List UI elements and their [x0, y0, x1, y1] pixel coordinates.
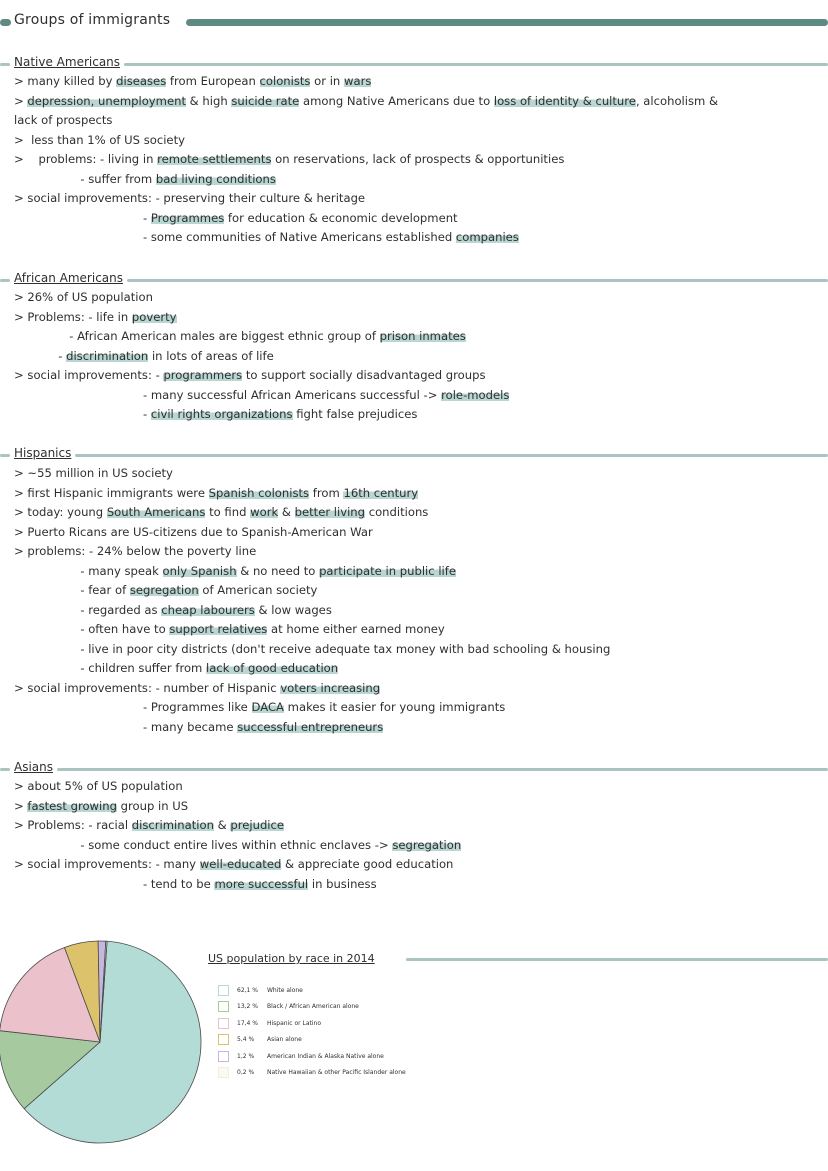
highlighted-text: discrimination — [66, 348, 149, 363]
section-heading: Asians — [14, 760, 54, 774]
note-text: in lots of areas of life — [148, 348, 274, 363]
chart-title-rule — [406, 958, 828, 961]
highlighted-text: civil rights organizations — [150, 407, 293, 421]
note-line — [14, 659, 338, 678]
legend-value: 5,4 % — [237, 1036, 255, 1043]
highlighted-text: loss of identity & culture — [493, 93, 636, 108]
note-text: - suffer from — [14, 171, 156, 186]
note-text: > first Hispanic immigrants were — [14, 485, 209, 500]
highlighted-text: remote settlements — [157, 152, 272, 166]
note-line — [14, 542, 256, 561]
note-text: > today: young — [14, 505, 107, 519]
note-text: - live in poor city districts (don't receive adequate tax money with bad schooling & housing — [14, 641, 611, 656]
legend-label: Hispanic or Latino — [267, 1019, 322, 1027]
note-line — [14, 503, 428, 522]
highlighted-text: only Spanish — [162, 563, 237, 578]
note-text: & — [213, 818, 231, 832]
legend-label: Black / African American alone — [267, 1003, 359, 1010]
highlighted-text: discrimination — [131, 818, 214, 832]
legend-item — [218, 1066, 406, 1080]
legend-swatch — [218, 1067, 229, 1078]
legend-value: 13,2 % — [237, 1003, 258, 1010]
legend-label: White alone — [267, 986, 303, 994]
highlighted-text: lack of good education — [206, 661, 339, 675]
note-text: - tend to be — [14, 876, 215, 891]
highlighted-text: segregation — [129, 583, 199, 597]
note-text: > social improvements: - — [14, 368, 164, 382]
highlighted-text: well-educated — [199, 857, 282, 871]
note-line — [14, 679, 380, 698]
legend-swatch — [218, 985, 229, 996]
note-text: of American society — [198, 583, 318, 597]
note-text: & no need to — [236, 563, 320, 578]
legend-label: Asian alone — [267, 1036, 302, 1043]
note-text: fight false prejudices — [292, 407, 418, 421]
note-text: > Problems: - life in — [14, 309, 132, 324]
note-text: on reservations, lack of prospects & opportunities — [271, 152, 565, 166]
legend-item — [218, 1033, 302, 1047]
note-line — [14, 288, 153, 307]
note-text: > 26% of US population — [14, 290, 153, 304]
legend-item — [218, 983, 303, 997]
highlighted-text: more successful — [214, 876, 309, 891]
note-line — [14, 189, 365, 208]
highlighted-text: voters increasing — [280, 680, 381, 695]
note-text: - children suffer from — [14, 661, 207, 675]
legend-value: 1,2 % — [237, 1052, 255, 1060]
chart-title: US population by race in 2014 — [208, 952, 375, 965]
section-rule-lead — [0, 454, 10, 457]
note-text: & high — [186, 93, 232, 108]
note-text: - — [14, 407, 151, 421]
note-text: group in US — [116, 798, 189, 813]
note-line — [14, 92, 718, 111]
section-heading: Native Americans — [14, 55, 121, 69]
highlighted-text: prison inmates — [379, 329, 466, 343]
note-line — [14, 836, 461, 855]
note-text: among Native Americans due to — [299, 93, 494, 108]
note-text: > — [14, 93, 28, 108]
note-text: > social improvements: - number of Hispanic — [14, 680, 281, 695]
note-text: > many killed by — [14, 74, 117, 88]
note-line — [14, 366, 486, 385]
note-text: - many successful African Americans successful -> — [14, 387, 442, 402]
note-text: > social improvements: - many — [14, 857, 200, 871]
highlighted-text: 16th century — [343, 485, 419, 500]
legend-item — [218, 1016, 321, 1030]
highlighted-text: prejudice — [230, 818, 285, 832]
note-line — [14, 170, 276, 189]
highlighted-text: cheap labourers — [161, 602, 255, 617]
legend-value: 0,2 % — [237, 1069, 255, 1076]
note-text: - fear of — [14, 583, 130, 597]
note-text: > problems: - 24% below the poverty line — [14, 544, 257, 558]
note-text: in business — [308, 876, 377, 891]
highlighted-text: DACA — [251, 700, 284, 714]
note-text: > Puerto Ricans are US-citizens due to Spanish-American War — [14, 524, 373, 539]
note-text: - — [14, 210, 151, 225]
section-rule — [127, 279, 828, 282]
note-text: lack of prospects — [14, 113, 113, 127]
note-line — [14, 523, 373, 542]
note-line — [14, 562, 456, 581]
legend-item — [218, 1000, 359, 1014]
highlighted-text: role-models — [441, 387, 510, 402]
legend-swatch — [218, 1001, 229, 1012]
note-text: - often have to — [14, 622, 170, 636]
highlighted-text: South Americans — [106, 505, 206, 519]
note-text: - many became — [14, 719, 238, 734]
highlighted-text: poverty — [131, 309, 177, 324]
note-text: from — [309, 485, 344, 500]
note-text: - Programmes like — [14, 700, 252, 714]
section-heading: Hispanics — [14, 446, 72, 460]
note-line — [14, 875, 377, 894]
note-text: - some communities of Native Americans established — [14, 230, 456, 244]
highlighted-text: work — [250, 505, 279, 519]
note-text: or in — [310, 74, 344, 88]
note-line — [14, 718, 383, 737]
highlighted-text: depression, unemployment — [27, 93, 186, 108]
highlighted-text: better living — [294, 505, 366, 519]
title-bar-left — [0, 19, 11, 26]
note-line — [14, 698, 505, 717]
note-text: makes it easier for young immigrants — [283, 700, 506, 714]
note-line — [14, 347, 274, 366]
note-line — [14, 601, 332, 620]
highlighted-text: wars — [343, 74, 372, 88]
note-line — [14, 327, 466, 346]
note-text: > about 5% of US population — [14, 779, 183, 793]
note-text: for education & economic development — [224, 210, 458, 225]
note-text: - many speak — [14, 563, 163, 578]
legend-swatch — [218, 1034, 229, 1045]
highlighted-text: bad living conditions — [155, 171, 276, 186]
note-line — [14, 209, 458, 228]
note-text: , alcoholism & — [635, 93, 719, 108]
title-bar-right — [186, 19, 828, 26]
note-text: - African American males are biggest ethnic group of — [14, 329, 380, 343]
legend-swatch — [218, 1051, 229, 1062]
section-rule-lead — [0, 768, 10, 771]
highlighted-text: companies — [455, 230, 519, 244]
note-text: > less than 1% of US society — [14, 132, 185, 147]
note-text: & — [278, 505, 295, 519]
section-rule — [124, 63, 828, 66]
note-text: > problems: - living in — [14, 152, 158, 166]
note-line — [14, 797, 188, 816]
race-pie-chart — [0, 930, 210, 1150]
highlighted-text: suicide rate — [231, 93, 300, 108]
section-rule — [75, 454, 828, 457]
note-text: & low wages — [254, 602, 332, 617]
note-text: - some conduct entire lives within ethnic enclaves -> — [14, 837, 393, 852]
note-text: > — [14, 798, 28, 813]
note-line — [14, 620, 445, 639]
note-line — [14, 131, 185, 150]
highlighted-text: colonists — [259, 74, 311, 88]
legend-label: American Indian & Alaska Native alone — [267, 1052, 384, 1060]
note-text: to find — [205, 505, 251, 519]
note-text: > Problems: - racial — [14, 818, 132, 832]
legend-item — [218, 1049, 384, 1063]
note-text: from European — [166, 74, 260, 88]
note-line — [14, 581, 317, 600]
section-rule — [57, 768, 828, 771]
note-line — [14, 111, 112, 130]
note-line — [14, 308, 177, 327]
note-line — [14, 464, 173, 483]
note-line — [14, 405, 417, 424]
note-line — [14, 777, 183, 796]
section-heading: African Americans — [14, 271, 124, 285]
highlighted-text: participate in public life — [319, 563, 456, 578]
highlighted-text: segregation — [392, 837, 462, 852]
highlighted-text: Programmes — [150, 210, 225, 225]
note-line — [14, 855, 453, 874]
note-line — [14, 640, 610, 659]
note-line — [14, 484, 418, 503]
note-line — [14, 816, 284, 835]
note-line — [14, 228, 519, 247]
note-text: - regarded as — [14, 602, 162, 617]
legend-swatch — [218, 1018, 229, 1029]
highlighted-text: Spanish colonists — [208, 485, 310, 500]
note-text: at home either earned money — [267, 622, 445, 636]
legend-value: 62,1 % — [237, 986, 258, 994]
note-line — [14, 72, 371, 91]
highlighted-text: programmers — [163, 368, 243, 382]
note-text: conditions — [365, 505, 429, 519]
note-text: - — [14, 348, 67, 363]
highlighted-text: diseases — [116, 74, 167, 88]
note-text: > social improvements: - preserving their culture & heritage — [14, 191, 366, 205]
page-title: Groups of immigrants — [14, 12, 171, 28]
highlighted-text: fastest growing — [27, 798, 117, 813]
note-line — [14, 386, 509, 405]
highlighted-text: successful entrepreneurs — [237, 719, 384, 734]
legend-value: 17,4 % — [237, 1019, 258, 1027]
section-rule-lead — [0, 279, 10, 282]
section-rule-lead — [0, 63, 10, 66]
note-text: & appreciate good education — [281, 857, 454, 871]
highlighted-text: support relatives — [169, 622, 268, 636]
note-text: to support socially disadvantaged groups — [242, 368, 486, 382]
note-line — [14, 150, 564, 169]
note-text: > ~55 million in US society — [14, 466, 173, 480]
legend-label: Native Hawaiian & other Pacific Islander alone — [267, 1069, 406, 1076]
